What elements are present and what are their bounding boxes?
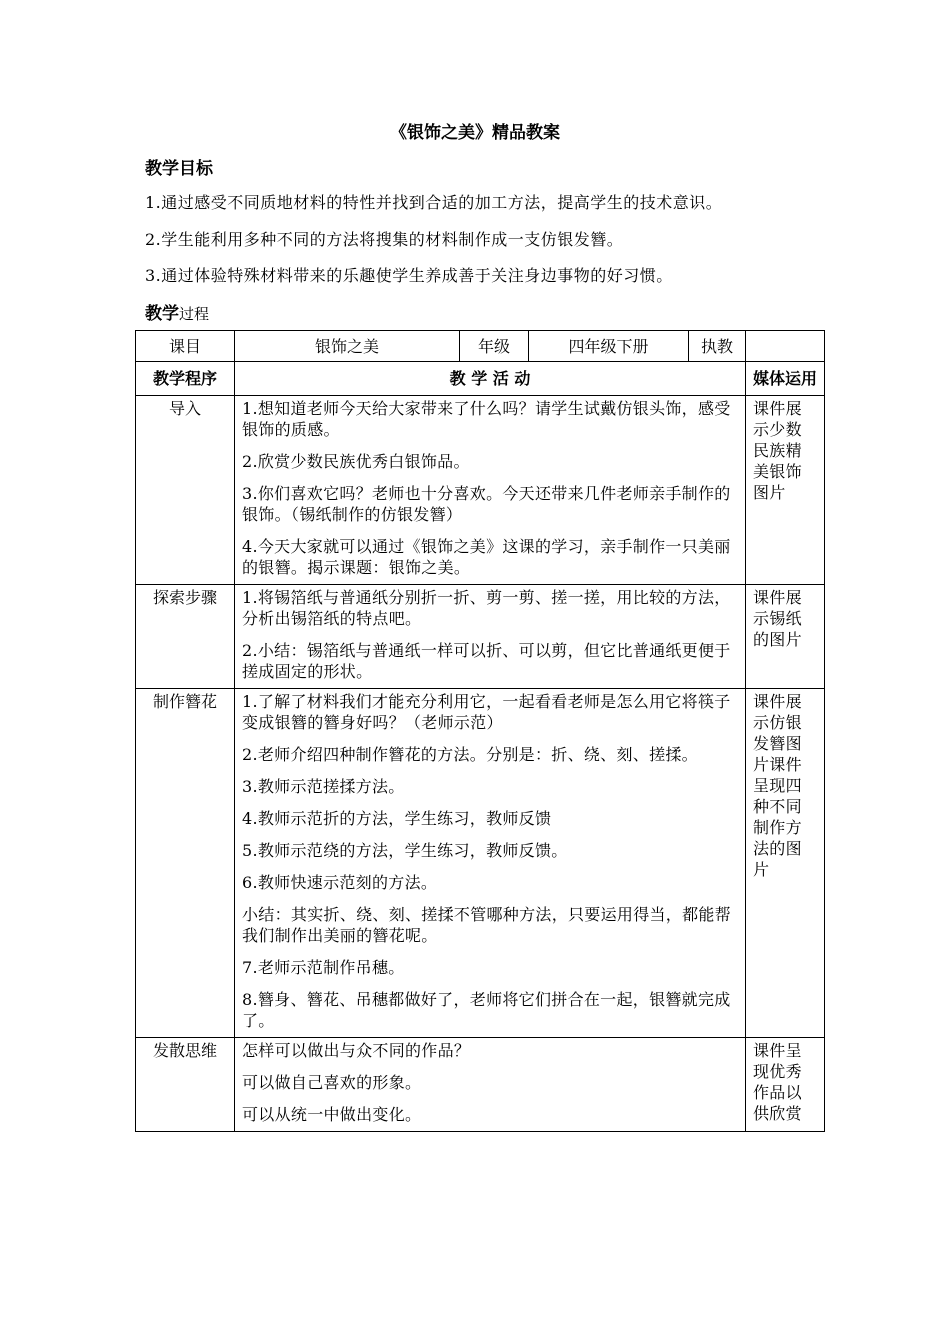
activity-item: 8.簪身、簪花、吊穗都做好了，老师将它们拼合在一起，银簪就完成了。: [242, 990, 731, 1030]
media-cell: 课件展示仿银发簪图片课件呈现四种不同制作方法的图片: [746, 689, 825, 1038]
activity-item: 3.你们喜欢它吗？老师也十分喜欢。今天还带来几件老师亲手制作的银饰。（锡纸制作的仿银发簪）: [242, 484, 731, 524]
activity-item: 小结：其实折、绕、刻、搓揉不管哪种方法，只要运用得当，都能帮我们制作出美丽的簪花呢。: [242, 905, 732, 945]
activity-item: 6.教师快速示范刻的方法。: [242, 873, 438, 892]
activity-item: 3.教师示范搓揉方法。: [242, 777, 405, 796]
activity-item: 2.老师介绍四种制作簪花的方法。分别是：折、绕、刻、搓揉。: [242, 745, 698, 764]
activity-cell: [235, 396, 746, 585]
activity-item: 5.教师示范绕的方法，学生练习，教师反馈。: [242, 841, 568, 860]
subject-value: 银饰之美: [235, 331, 460, 362]
activity-item: 怎样可以做出与众不同的作品？: [242, 1041, 471, 1060]
header-media: 媒体运用: [746, 362, 825, 396]
process-heading-normal: 过程: [179, 305, 210, 323]
table-row: [136, 396, 825, 585]
goals-heading: [145, 154, 213, 179]
activity-item: 4.教师示范折的方法，学生练习，教师反馈: [242, 809, 552, 828]
header-step: 教学程序: [136, 362, 235, 396]
grade-value: 四年级下册: [529, 331, 689, 362]
activity-item: 2.欣赏少数民族优秀白银饰品。: [242, 452, 470, 471]
activity-item: 1.了解了材料我们才能充分利用它，一起看看老师是怎么用它将筷子变成银簪的簪身好吗？（老师示范）: [242, 692, 731, 732]
activity-cell: [235, 1038, 746, 1132]
step-cell: 导入: [136, 396, 235, 585]
table-row: [136, 1038, 825, 1132]
teacher-value: [746, 331, 825, 362]
step-cell: 探索步骤: [136, 585, 235, 689]
activity-item: 4.今天大家就可以通过《银饰之美》这课的学习，亲手制作一只美丽的银簪。揭示课题：银饰之美。: [242, 537, 731, 577]
activity-cell: [235, 585, 746, 689]
activity-item: 1.想知道老师今天给大家带来了什么吗？请学生试戴仿银头饰，感受银饰的质感。: [242, 399, 731, 439]
table-row: [136, 689, 825, 1038]
lesson-plan-table: [135, 330, 825, 1132]
activity-cell: [235, 689, 746, 1038]
grade-label: 年级: [460, 331, 529, 362]
goal-item-3: 3.通过体验特殊材料带来的乐趣使学生养成善于关注身边事物的好习惯。: [145, 266, 673, 285]
media-cell: 课件展示少数民族精美银饰图片: [746, 396, 825, 585]
step-cell: 发散思维: [136, 1038, 235, 1132]
header-activity: 教 学 活 动: [235, 362, 746, 396]
step-cell: 制作簪花: [136, 689, 235, 1038]
process-heading-bold: 教学: [145, 304, 179, 324]
activity-item: 7.老师示范制作吊穗。: [242, 958, 405, 977]
meta-row: [136, 331, 825, 362]
document-title: 《银饰之美》精品教案: [390, 123, 560, 143]
media-cell: 课件展示锡纸的图片: [746, 585, 825, 689]
activity-item: 可以做自己喜欢的形象。: [242, 1073, 422, 1092]
teacher-label: 执教: [689, 331, 746, 362]
goal-item-1: 1.通过感受不同质地材料的特性并找到合适的加工方法，提高学生的技术意识。: [145, 193, 723, 212]
subject-label: 课目: [136, 331, 235, 362]
activity-item: 可以从统一中做出变化。: [242, 1105, 422, 1124]
header-row: [136, 362, 825, 396]
goals-heading-text: 教学目标: [145, 159, 213, 179]
table-row: [136, 585, 825, 689]
activity-item: 2.小结：锡箔纸与普通纸一样可以折、可以剪，但它比普通纸更便于搓成固定的形状。: [242, 641, 731, 681]
process-heading: [145, 299, 209, 324]
media-cell: 课件呈现优秀作品以供欣赏: [746, 1038, 825, 1132]
goal-item-2: 2.学生能利用多种不同的方法将搜集的材料制作成一支仿银发簪。: [145, 230, 624, 249]
activity-item: 1.将锡箔纸与普通纸分别折一折、剪一剪、搓一搓，用比较的方法，分析出锡箔纸的特点吧。: [242, 588, 731, 628]
